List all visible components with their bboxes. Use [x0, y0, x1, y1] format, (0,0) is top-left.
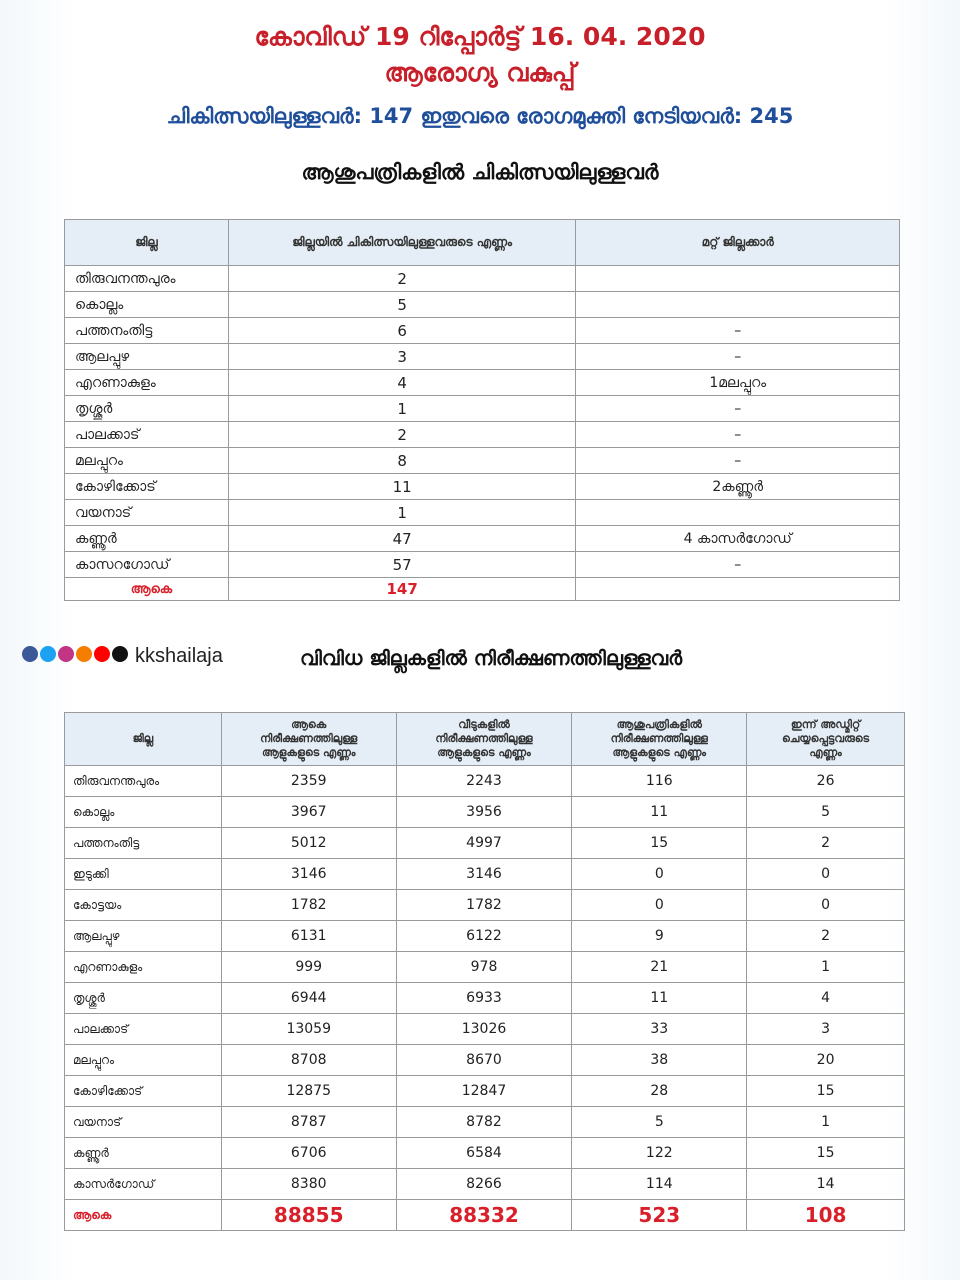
district-cell: പാലക്കാട്: [65, 422, 229, 448]
table-row: [65, 422, 900, 448]
hospital-treatment-table: [64, 219, 900, 601]
other-district-cell: –: [576, 396, 900, 422]
district-cell: തൃശ്ശൂർ: [65, 396, 229, 422]
admitted-today-cell: 5: [747, 797, 905, 828]
admitted-today-cell: 0: [747, 890, 905, 921]
table-row: [65, 552, 900, 578]
district-cell: ഇടുക്കി: [65, 859, 222, 890]
patients-count-cell: 4: [228, 370, 576, 396]
other-district-cell: –: [576, 422, 900, 448]
twitter-icon[interactable]: [40, 646, 56, 662]
header-line: നിരീക്ഷണത്തിലുള്ള: [435, 732, 533, 745]
table-row: [65, 1014, 905, 1045]
home-observed-cell: 8782: [396, 1107, 572, 1138]
district-cell: എറണാകുളം: [65, 370, 229, 396]
table-row: [65, 859, 905, 890]
admitted-today-cell: 20: [747, 1045, 905, 1076]
hospital-observed-cell: 9: [572, 921, 747, 952]
hospital-observed-cell: 0: [572, 859, 747, 890]
column-header-home-observed: [396, 713, 572, 766]
table-row: [65, 344, 900, 370]
total-observed-cell: 3967: [221, 797, 396, 828]
youtube-icon[interactable]: [94, 646, 110, 662]
total-total-observed-cell: 88855: [221, 1200, 396, 1231]
table-row: [65, 921, 905, 952]
table-row: [65, 474, 900, 500]
header-line: എണ്ണം: [809, 746, 842, 759]
column-header-total-observed: [221, 713, 396, 766]
district-cell: കൊല്ലം: [65, 797, 222, 828]
district-cell: പാലക്കാട്: [65, 1014, 222, 1045]
district-cell: കണ്ണൂർ: [65, 526, 229, 552]
home-observed-cell: 12847: [396, 1076, 572, 1107]
admitted-today-cell: 15: [747, 1138, 905, 1169]
tiktok-icon[interactable]: [112, 646, 128, 662]
hospital-observed-cell: 21: [572, 952, 747, 983]
district-cell: കാസർഗോഡ്: [65, 1169, 222, 1200]
home-observed-cell: 2243: [396, 766, 572, 797]
hospital-observed-cell: 0: [572, 890, 747, 921]
district-cell: തിരുവനന്തപുരം: [65, 266, 229, 292]
total-observed-cell: 2359: [221, 766, 396, 797]
home-observed-cell: 978: [396, 952, 572, 983]
header-line: നിരീക്ഷണത്തിലുള്ള: [260, 732, 358, 745]
district-cell: ആലപ്പുഴ: [65, 344, 229, 370]
header-line: ആശുപത്രികളിൽ: [616, 718, 702, 731]
district-cell: മലപ്പുറം: [65, 448, 229, 474]
total-observed-cell: 6944: [221, 983, 396, 1014]
total-observed-cell: 3146: [221, 859, 396, 890]
table-row: [65, 1169, 905, 1200]
other-district-cell: –: [576, 344, 900, 370]
admitted-today-cell: 14: [747, 1169, 905, 1200]
other-district-cell: –: [576, 318, 900, 344]
patients-count-cell: 8: [228, 448, 576, 474]
district-cell: വയനാട്: [65, 1107, 222, 1138]
home-observed-cell: 13026: [396, 1014, 572, 1045]
other-district-cell: [576, 292, 900, 318]
home-observed-cell: 6122: [396, 921, 572, 952]
table-row: [65, 318, 900, 344]
header-line: ആളുകളുടെ എണ്ണം: [437, 746, 531, 759]
admitted-today-cell: 2: [747, 828, 905, 859]
total-district-cell: ആകെ: [65, 1200, 222, 1231]
hospital-observed-cell: 122: [572, 1138, 747, 1169]
table-row: [65, 500, 900, 526]
table-row: [65, 983, 905, 1014]
header-line: വീടുകളിൽ: [458, 718, 510, 731]
facebook-icon[interactable]: [22, 646, 38, 662]
hospital-observed-cell: 11: [572, 797, 747, 828]
table-row: [65, 292, 900, 318]
admitted-today-cell: 3: [747, 1014, 905, 1045]
blog-icon[interactable]: [76, 646, 92, 662]
total-row: [65, 578, 900, 601]
section-title-hospital-treatment: ആശുപത്രികളിൽ ചികിത്സയിലുള്ളവർ: [301, 160, 659, 184]
total-observed-cell: 6131: [221, 921, 396, 952]
header-line: ആളുകളുടെ എണ്ണം: [612, 746, 707, 759]
home-observed-cell: 6584: [396, 1138, 572, 1169]
patients-count-cell: 47: [228, 526, 576, 552]
total-home-observed-cell: 88332: [396, 1200, 572, 1231]
instagram-icon[interactable]: [58, 646, 74, 662]
total-observed-cell: 6706: [221, 1138, 396, 1169]
district-cell: കോഴിക്കോട്: [65, 1076, 222, 1107]
other-district-cell: 1മലപ്പുറം: [576, 370, 900, 396]
table-row: [65, 1045, 905, 1076]
total-observed-cell: 13059: [221, 1014, 396, 1045]
patients-count-cell: 11: [228, 474, 576, 500]
total-observed-cell: 999: [221, 952, 396, 983]
district-cell: എറണാകുളം: [65, 952, 222, 983]
section-title-observation: വിവിധ ജില്ലകളിൽ നിരീക്ഷണത്തിലുള്ളവർ: [300, 646, 683, 670]
total-observed-cell: 5012: [221, 828, 396, 859]
home-observed-cell: 4997: [396, 828, 572, 859]
home-observed-cell: 8670: [396, 1045, 572, 1076]
header-line: നിരീക്ഷണത്തിലുള്ള: [610, 732, 708, 745]
table-row: [65, 766, 905, 797]
total-admitted-today-cell: 108: [747, 1200, 905, 1231]
patients-count-cell: 5: [228, 292, 576, 318]
table-row: [65, 396, 900, 422]
home-observed-cell: 1782: [396, 890, 572, 921]
column-header-other-districts: മറ്റ് ജില്ലക്കാർ: [576, 220, 900, 266]
summary-stats: ചികിത്സയിലുള്ളവർ: 147 ഇതുവരെ രോഗമുക്തി നേടിയവർ: 245: [166, 104, 794, 128]
column-header-admitted-today: [747, 713, 905, 766]
district-cell: കോഴിക്കോട്: [65, 474, 229, 500]
total-observed-cell: 8708: [221, 1045, 396, 1076]
hospital-observed-cell: 114: [572, 1169, 747, 1200]
hospital-observed-cell: 15: [572, 828, 747, 859]
home-observed-cell: 3146: [396, 859, 572, 890]
table-row: [65, 526, 900, 552]
district-cell: തിരുവനന്തപുരം: [65, 766, 222, 797]
home-observed-cell: 6933: [396, 983, 572, 1014]
column-header-district: [65, 713, 222, 766]
admitted-today-cell: 4: [747, 983, 905, 1014]
header-line: ചെയ്യപ്പെട്ടവരുടെ: [782, 732, 870, 745]
district-cell: കൊല്ലം: [65, 292, 229, 318]
admitted-today-cell: 0: [747, 859, 905, 890]
total-row: [65, 1200, 905, 1231]
patients-count-cell: 3: [228, 344, 576, 370]
table-row: [65, 952, 905, 983]
total-district-cell: ആകെ: [65, 578, 229, 601]
district-cell: പത്തനംതിട്ട: [65, 828, 222, 859]
table-row: [65, 828, 905, 859]
social-media-bar: [22, 645, 223, 667]
total-observed-cell: 8380: [221, 1169, 396, 1200]
other-district-cell: –: [576, 448, 900, 474]
patients-count-cell: 57: [228, 552, 576, 578]
hospital-observed-cell: 33: [572, 1014, 747, 1045]
total-patients-count-cell: 147: [228, 578, 576, 601]
table-header-row: [65, 220, 900, 266]
other-district-cell: [576, 266, 900, 292]
social-handle[interactable]: kkshailaja: [135, 644, 223, 667]
header-line: ഇന്ന് അഡ്മിറ്റ്: [790, 718, 861, 731]
hospital-observed-cell: 5: [572, 1107, 747, 1138]
district-cell: കാസറഗോഡ്: [65, 552, 229, 578]
hospital-observed-cell: 116: [572, 766, 747, 797]
total-observed-cell: 12875: [221, 1076, 396, 1107]
other-district-cell: 4 കാസർഗോഡ്: [576, 526, 900, 552]
other-district-cell: [576, 500, 900, 526]
total-other-district-cell: [576, 578, 900, 601]
other-district-cell: 2കണ്ണൂർ: [576, 474, 900, 500]
table-row: [65, 890, 905, 921]
admitted-today-cell: 26: [747, 766, 905, 797]
admitted-today-cell: 1: [747, 1107, 905, 1138]
hospital-observed-cell: 28: [572, 1076, 747, 1107]
admitted-today-cell: 2: [747, 921, 905, 952]
table-row: [65, 448, 900, 474]
column-header-patients-count: ജില്ലയിൽ ചികിത്സയിലുള്ളവരുടെ എണ്ണം: [228, 220, 576, 266]
table-row: [65, 1138, 905, 1169]
report-title: കോവിഡ് 19 റിപ്പോർട്ട് 16. 04. 2020: [254, 22, 706, 51]
hospital-observed-cell: 38: [572, 1045, 747, 1076]
total-observed-cell: 1782: [221, 890, 396, 921]
table-row: [65, 797, 905, 828]
admitted-today-cell: 15: [747, 1076, 905, 1107]
patients-count-cell: 2: [228, 422, 576, 448]
district-cell: ആലപ്പുഴ: [65, 921, 222, 952]
total-hospital-observed-cell: 523: [572, 1200, 747, 1231]
district-cell: മലപ്പുറം: [65, 1045, 222, 1076]
patients-count-cell: 1: [228, 500, 576, 526]
patients-count-cell: 1: [228, 396, 576, 422]
district-cell: കണ്ണൂർ: [65, 1138, 222, 1169]
column-header-district: ജില്ല: [65, 220, 229, 266]
department-name: ആരോഗ്യ വകുപ്പ്: [384, 58, 576, 87]
home-observed-cell: 3956: [396, 797, 572, 828]
admitted-today-cell: 1: [747, 952, 905, 983]
observation-table: [64, 712, 905, 1231]
patients-count-cell: 2: [228, 266, 576, 292]
table-header-row: [65, 713, 905, 766]
table-row: [65, 370, 900, 396]
table-row: [65, 266, 900, 292]
home-observed-cell: 8266: [396, 1169, 572, 1200]
table-row: [65, 1107, 905, 1138]
hospital-observed-cell: 11: [572, 983, 747, 1014]
total-observed-cell: 8787: [221, 1107, 396, 1138]
other-district-cell: –: [576, 552, 900, 578]
column-header-hospital-observed: [572, 713, 747, 766]
district-cell: പത്തനംതിട്ട: [65, 318, 229, 344]
header-line: ജില്ല: [132, 732, 154, 745]
district-cell: വയനാട്: [65, 500, 229, 526]
header-line: ആകെ: [291, 718, 327, 731]
header-line: ആളുകളുടെ എണ്ണം: [261, 746, 356, 759]
district-cell: തൃശ്ശൂർ: [65, 983, 222, 1014]
district-cell: കോട്ടയം: [65, 890, 222, 921]
patients-count-cell: 6: [228, 318, 576, 344]
table-row: [65, 1076, 905, 1107]
